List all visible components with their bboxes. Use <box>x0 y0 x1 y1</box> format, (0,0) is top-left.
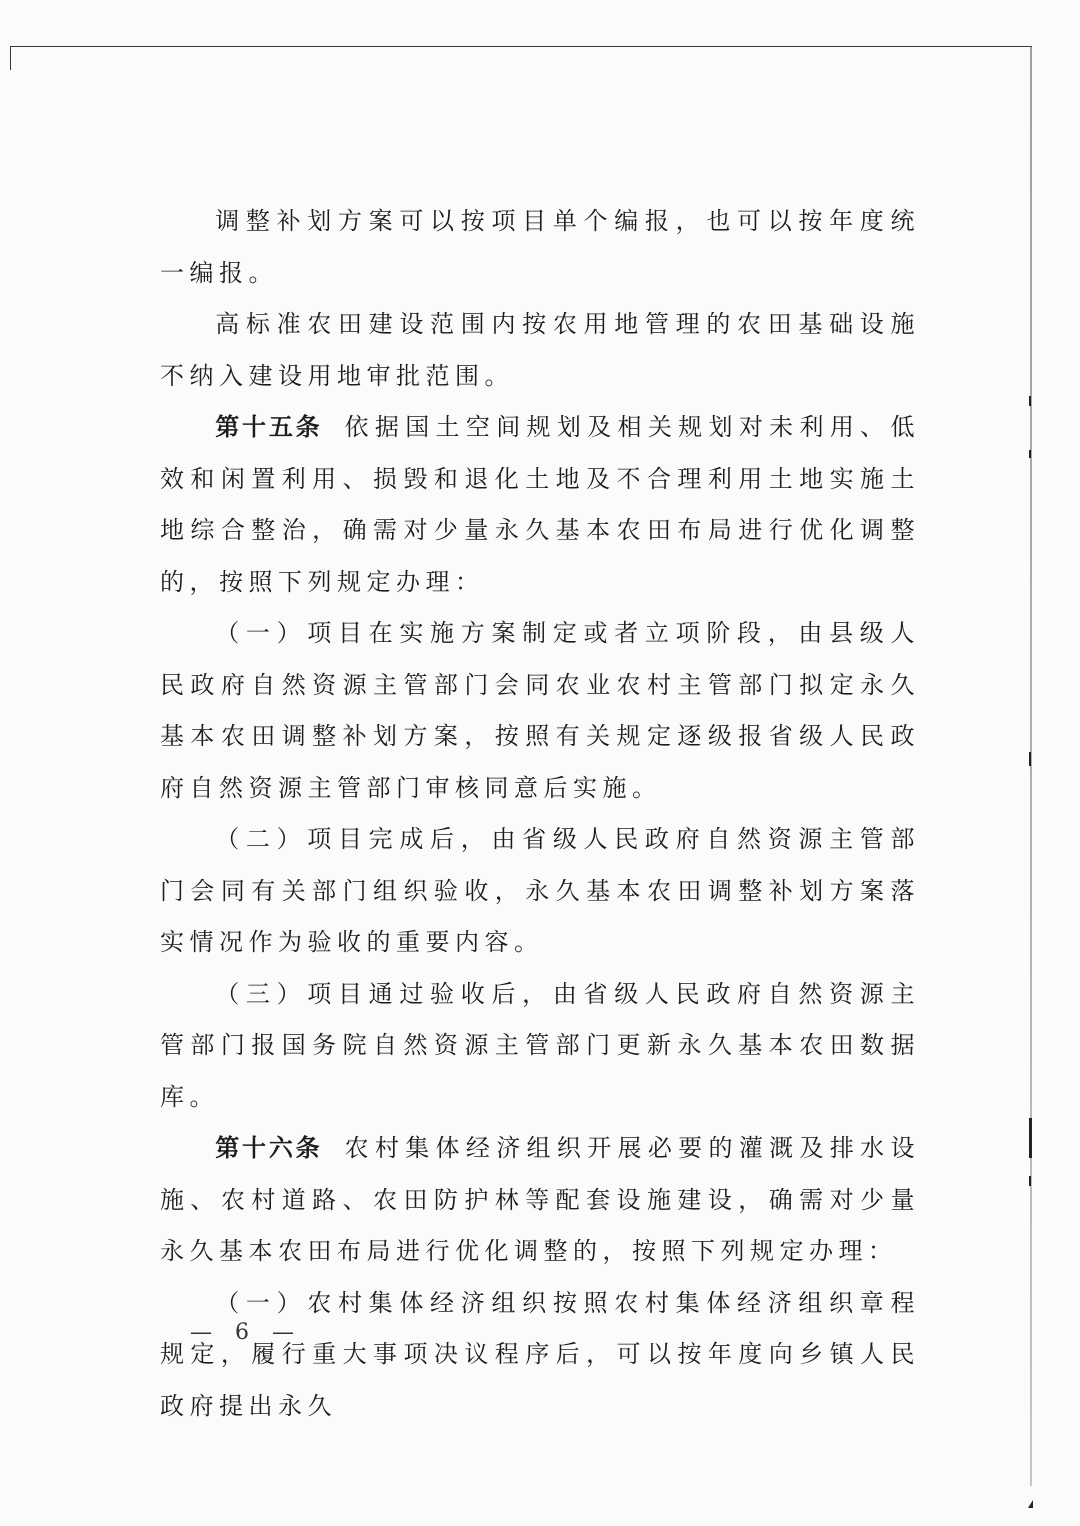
paragraph: 调整补划方案可以按项目单个编报，也可以按年度统一编报。 <box>160 207 920 287</box>
scan-corner-mark <box>1028 1500 1033 1508</box>
scan-mark <box>1029 450 1031 458</box>
article-paragraph: 第十六条 农村集体经济组织开展必要的灌溉及排水设施、农村道路、农田防护林等配套设施建设，确需对少量永久基本农田布局进行优化调整的，按照下列规定办理： <box>160 1134 921 1265</box>
page-border-left <box>10 46 11 70</box>
scan-mark <box>1029 396 1031 406</box>
article-label: 第十六条 <box>215 1134 323 1162</box>
paragraph: （一）农村集体经济组织按照农村集体经济组织章程规定，履行重大事项决议程序后，可以按年度向乡镇人民政府提出永久 <box>160 1288 920 1420</box>
paragraph: （三）项目通过验收后，由省级人民政府自然资源主管部门报国务院自然资源主管部门更新永久基本农田数据库。 <box>160 979 920 1111</box>
scan-mark <box>1029 1176 1031 1186</box>
paragraph: （二）项目完成后，由省级人民政府自然资源主管部门会同有关部门组织验收，永久基本农田调整补划方案落实情况作为验收的重要内容。 <box>160 825 920 956</box>
scan-mark <box>1029 1118 1032 1158</box>
paragraph: （一）项目在实施方案制定或者立项阶段，由县级人民政府自然资源主管部门会同农业农村主管部门拟定永久基本农田调整补划方案，按照有关规定逐级报省级人民政府自然资源主管部门审核同意后实施。 <box>160 619 920 802</box>
paragraph: 高标准农田建设范围内按农用地管理的农田基础设施不纳入建设用地审批范围。 <box>160 310 920 390</box>
scan-mark <box>1029 752 1031 766</box>
article-label: 第十五条 <box>215 413 323 441</box>
document-body <box>160 196 920 1432</box>
page-border-top <box>10 46 1032 47</box>
article-paragraph: 第十五条 依据国土空间规划及相关规划对未利用、低效和闲置利用、损毁和退化土地及不合理利用土地实施土地综合整治，确需对少量永久基本农田布局进行优化调整的，按照下列规定办理： <box>160 413 921 596</box>
page-number: — 6 — <box>190 1320 302 1345</box>
page-border-right <box>1030 46 1032 1486</box>
